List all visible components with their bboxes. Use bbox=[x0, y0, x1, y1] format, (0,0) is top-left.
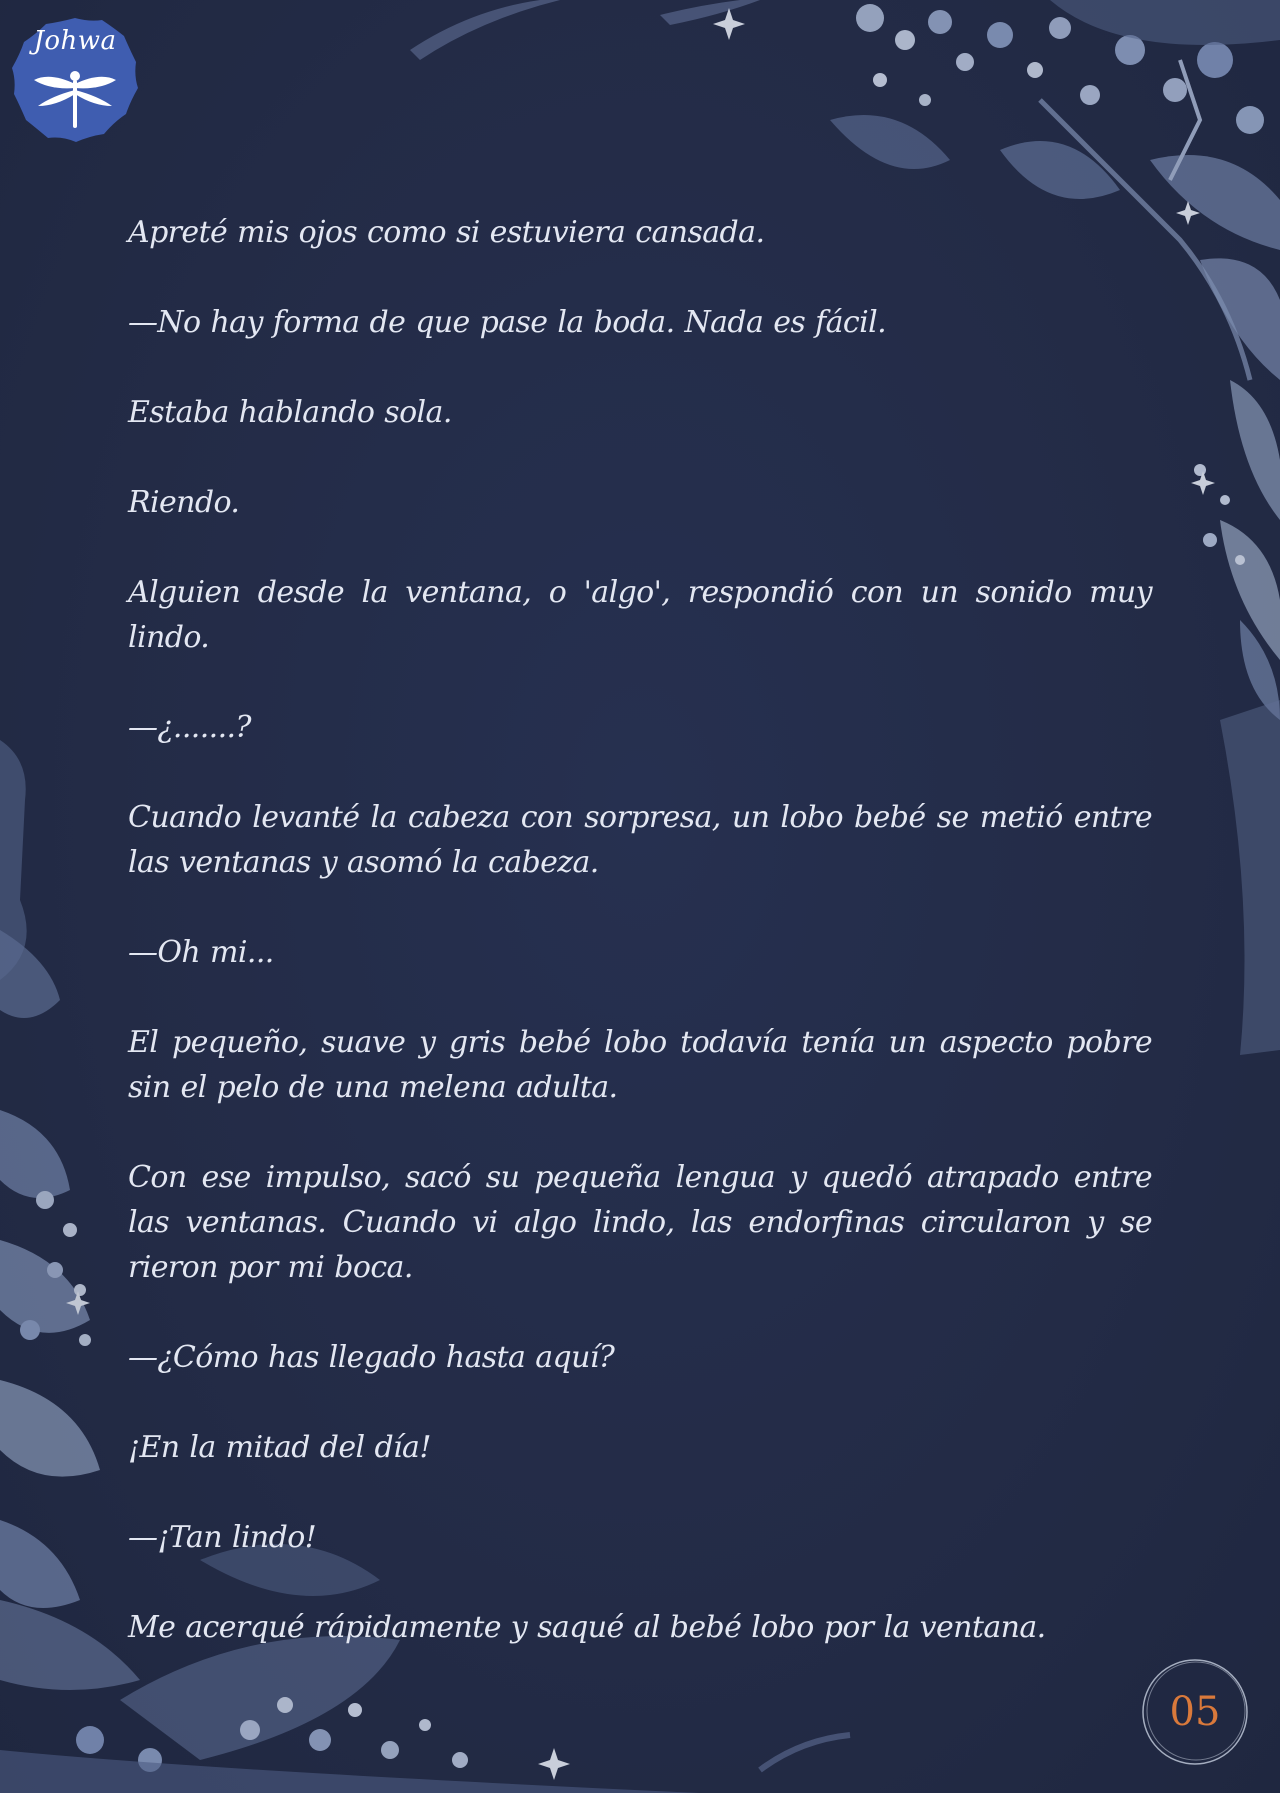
dragonfly-icon bbox=[30, 66, 120, 136]
brand-name: Johwa bbox=[33, 26, 117, 56]
paragraph: —¡Tan lindo! bbox=[128, 1520, 317, 1555]
paragraph: Estaba hablando sola. bbox=[128, 395, 452, 430]
chapter-text bbox=[128, 210, 1152, 1695]
paragraph: Con ese impulso, sacó su pequeña lengua y quedó atrapado entre las ventanas. Cuando vi algo lindo, las endorfinas circularon y se rieron por mi boca. bbox=[128, 1160, 1152, 1285]
left-foliage bbox=[0, 740, 140, 1690]
paragraph: Cuando levanté la cabeza con sorpresa, un lobo bebé se metió entre las ventanas y asomó la cabeza. bbox=[128, 800, 1152, 880]
paragraph: —No hay forma de que pase la boda. Nada es fácil. bbox=[128, 305, 887, 340]
paragraph: Me acerqué rápidamente y saqué al bebé lobo por la ventana. bbox=[128, 1610, 1046, 1645]
paragraph: ¡En la mitad del día! bbox=[128, 1430, 431, 1465]
paragraph: Apreté mis ojos como si estuviera cansada. bbox=[128, 215, 765, 250]
paragraph: Alguien desde la ventana, o 'algo', respondió con un sonido muy lindo. bbox=[128, 575, 1152, 655]
page-number: 05 bbox=[1169, 1689, 1221, 1735]
paragraph: —Oh mi... bbox=[128, 935, 274, 970]
paragraph: —¿.......? bbox=[128, 710, 251, 745]
paragraph: El pequeño, suave y gris bebé lobo todavía tenía un aspecto pobre sin el pelo de una melena adulta. bbox=[128, 1025, 1152, 1105]
paragraph: —¿Cómo has llegado hasta aquí? bbox=[128, 1340, 615, 1375]
paragraph: Riendo. bbox=[128, 485, 240, 520]
brand-logo bbox=[10, 14, 140, 144]
